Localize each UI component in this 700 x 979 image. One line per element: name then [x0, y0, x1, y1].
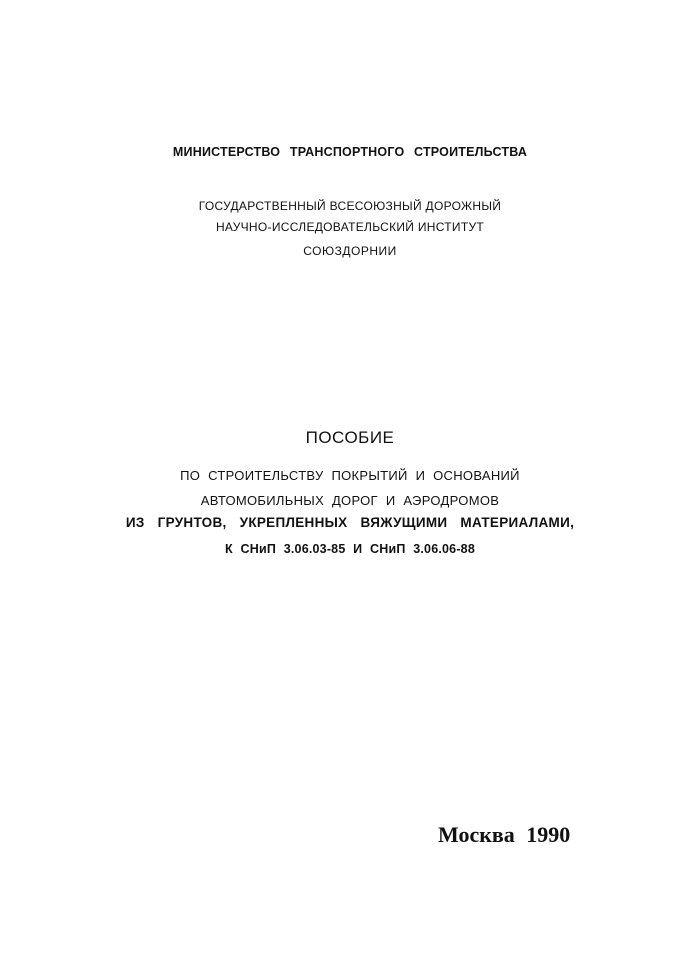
- imprint-city-year: Москва 1990: [438, 822, 571, 847]
- subtitle-line-1: ПО СТРОИТЕЛЬСТВУ ПОКРЫТИЙ И ОСНОВАНИЙ: [180, 468, 520, 483]
- subtitle-line-4: К СНиП 3.06.03-85 И СНиП 3.06.06-88: [225, 542, 475, 556]
- institute-acronym: СОЮЗДОРНИИ: [303, 244, 397, 258]
- ministry-name: МИНИСТЕРСТВО ТРАНСПОРТНОГО СТРОИТЕЛЬСТВА: [172, 145, 528, 159]
- document-title: ПОСОБИЕ: [305, 428, 395, 447]
- subtitle-line-3: ИЗ ГРУНТОВ, УКРЕПЛЕННЫХ ВЯЖУЩИМИ МАТЕРИАЛАМИ,: [125, 515, 575, 530]
- subtitle-line-2: АВТОМОБИЛЬНЫХ ДОРОГ И АЭРОДРОМОВ: [200, 493, 500, 508]
- institute-line-2: НАУЧНО-ИССЛЕДОВАТЕЛЬСКИЙ ИНСТИТУТ: [215, 220, 485, 234]
- institute-line-1: ГОСУДАРСТВЕННЫЙ ВСЕСОЮЗНЫЙ ДОРОЖНЫЙ: [198, 199, 502, 213]
